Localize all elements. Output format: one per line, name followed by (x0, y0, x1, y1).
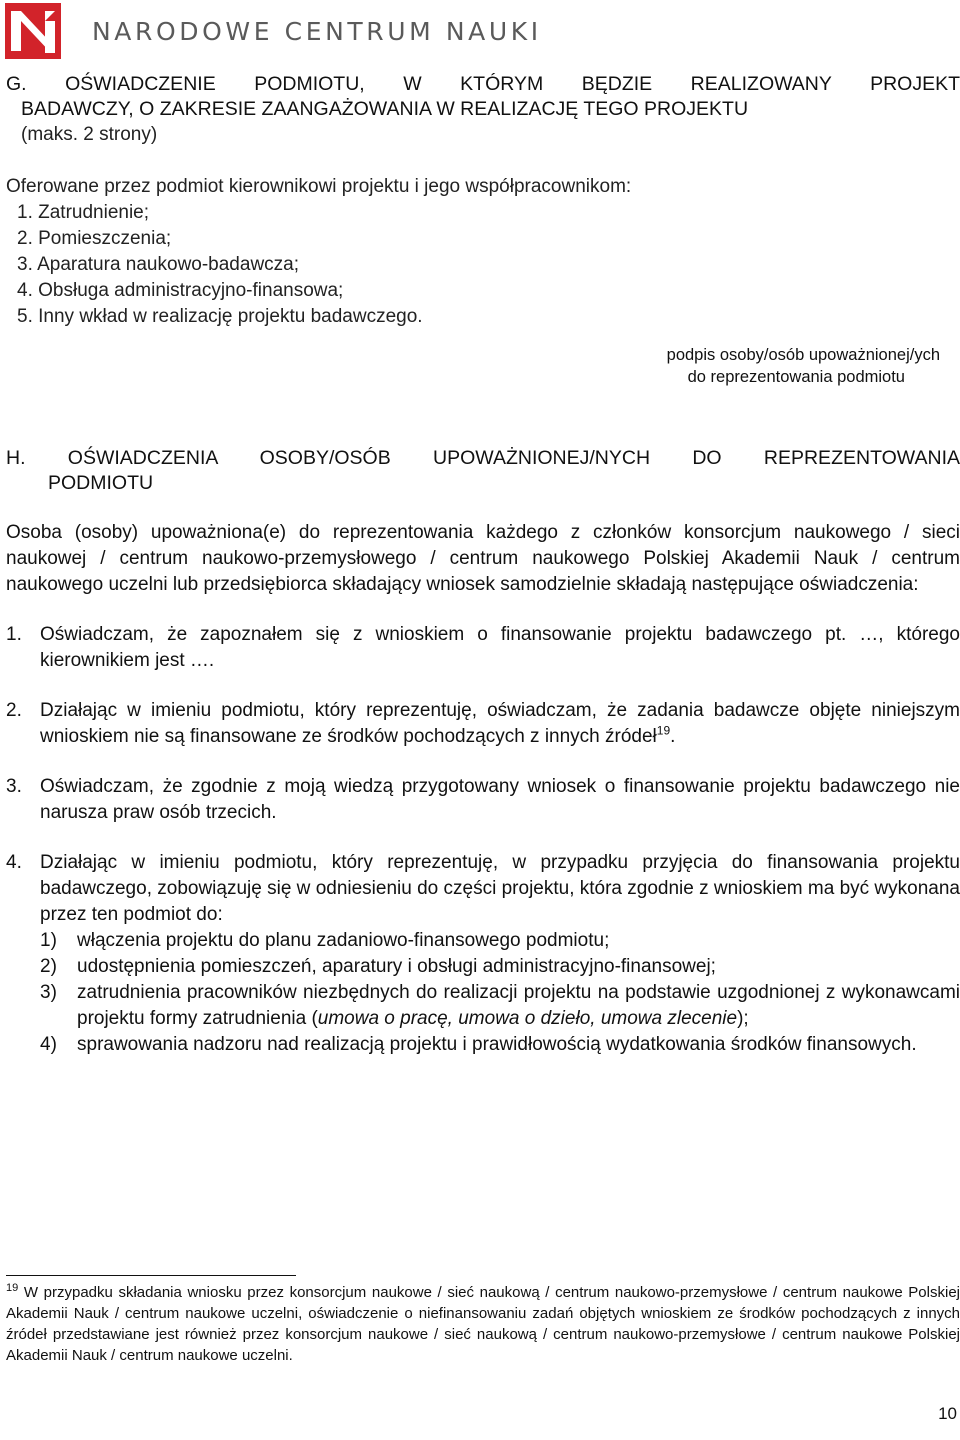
sub-item-number: 3) (40, 982, 57, 1003)
statement-3 (6, 774, 960, 826)
statement-number: 3. (6, 776, 22, 797)
sub-item (40, 954, 960, 980)
statement-4 (6, 850, 960, 1058)
signature-line: podpis osoby/osób upoważnionej/ych (666, 346, 940, 364)
statement-text: Oświadczam, że zgodnie z moją wiedzą przygotowany wniosek o finansowanie projektu badawczego nie narusza praw osób trzecich. (40, 776, 960, 823)
sub-item-text: sprawowania nadzoru nad realizacją projektu i prawidłowością wydatkowania środków finansowych. (77, 1034, 917, 1055)
sub-item-number: 1) (40, 930, 57, 951)
section-g-item: 5. Inny wkład w realizację projektu badawczego. (17, 306, 423, 327)
sub-item-text: udostępnienia pomieszczeń, aparatury i obsługi administracyjno-finansowej; (77, 956, 716, 977)
sub-item-text: zatrudnienia pracowników niezbędnych do realizacji projektu na podstawie uzgodnionej z wykonawcami projektu formy zatrudnienia ( (77, 982, 960, 1029)
section-g-item: 1. Zatrudnienie; (17, 202, 150, 223)
sub-item-number: 2) (40, 956, 57, 977)
statement-1 (6, 622, 960, 674)
footnote-reference[interactable]: 19 (656, 723, 671, 738)
section-h-title-line1: H. OŚWIADCZENIA OSOBY/OSÓB UPOWAŻNIONEJ/NYCH DO REPREZENTOWANIA (6, 447, 960, 469)
section-g-item: 3. Aparatura naukowo-badawcza; (17, 254, 300, 275)
statement-text: Działając w imieniu podmiotu, który reprezentuję, w przypadku przyjęcia do finansowania projektu badawczego, zobowiązuję się w odniesieniu do części projektu, która zgodnie z wnioskiem ma być wykonana przez ten podmiot do: (40, 852, 960, 925)
statement-number: 2. (6, 700, 22, 721)
organization-name: NARODOWE CENTRUM NAUKI (92, 17, 542, 46)
signature-block (6, 344, 960, 388)
sub-item (40, 1032, 960, 1058)
document-body (6, 72, 960, 1058)
sub-item-number: 4) (40, 1034, 57, 1055)
signature-line: do reprezentowania podmiotu (687, 368, 905, 386)
section-g-title-line2: BADAWCZY, O ZAKRESIE ZAANGAŻOWANIA W REALIZACJĘ TEGO PROJEKTU (21, 98, 749, 120)
sub-item-text: włączenia projektu do planu zadaniowo-finansowego podmiotu; (77, 930, 610, 951)
statement-tail: . (670, 726, 676, 747)
section-g-title-line3: (maks. 2 strony) (21, 124, 158, 145)
footnote-text: W przypadku składania wniosku przez konsorcjum naukowe / sieć naukową / centrum naukowo-przemysłowe / centrum naukowe Polskiej Akademii Nauk / centrum naukowe uczelni, oświadczenie o niefinansowaniu zadań objętych wnioskiem ze środków pochodzących z innych źródeł przedstawiane jest również przez konsorcjum naukowe / sieć naukową / centrum naukowo-przemysłowe / centrum naukowe Polskiej Akademii Nauk / centrum naukowe uczelni. (6, 1284, 960, 1364)
statement-4-body (40, 850, 960, 1058)
statement-text-block (40, 698, 960, 750)
sub-item (40, 928, 960, 954)
statement-number: 1. (6, 624, 22, 645)
sub-item-italic-text: umowa o pracę, umowa o dzieło, umowa zlecenie (317, 1008, 738, 1029)
sub-item (40, 980, 960, 1032)
section-h-intro: Osoba (osoby) upoważniona(e) do reprezentowania każdego z członków konsorcjum naukowego / sieci naukowej / centrum naukowo-przemysłowego / centrum naukowego Polskiej Akademii Nauk / centrum naukowego uczelni lub przedsiębiorca składający wniosek samodzielnie składają następujące oświadczenia: (6, 522, 960, 595)
section-g-intro: Oferowane przez podmiot kierownikowi projektu i jego współpracownikom: (6, 176, 632, 197)
section-g-item: 2. Pomieszczenia; (17, 228, 172, 249)
section-h-title-line2: PODMIOTU (48, 472, 154, 494)
footnote (6, 1282, 960, 1366)
sub-item-text-end: ); (737, 1008, 749, 1029)
statement-2 (6, 698, 960, 750)
statement-text: Oświadczam, że zapoznałem się z wnioskiem o finansowanie projektu badawczego pt. …, którego kierownikiem jest …. (40, 624, 960, 671)
footnote-separator (6, 1275, 296, 1276)
statement-number: 4. (6, 852, 22, 873)
ncn-logo-icon (5, 3, 61, 59)
page-header (0, 0, 960, 60)
page-number: 10 (938, 1404, 957, 1423)
section-g-title-line1: G. OŚWIADCZENIE PODMIOTU, W KTÓRYM BĘDZIE REALIZOWANY PROJEKT (6, 73, 960, 95)
statement-text: Działając w imieniu podmiotu, który reprezentuję, oświadczam, że zadania badawcze objęte niniejszym wnioskiem nie są finansowane ze środków pochodzących z innych źródeł (40, 700, 960, 747)
sub-item-text-block (77, 980, 960, 1032)
section-g-item: 4. Obsługa administracyjno-finansowa; (17, 280, 344, 301)
footnote-mark: 19 (6, 1282, 19, 1294)
